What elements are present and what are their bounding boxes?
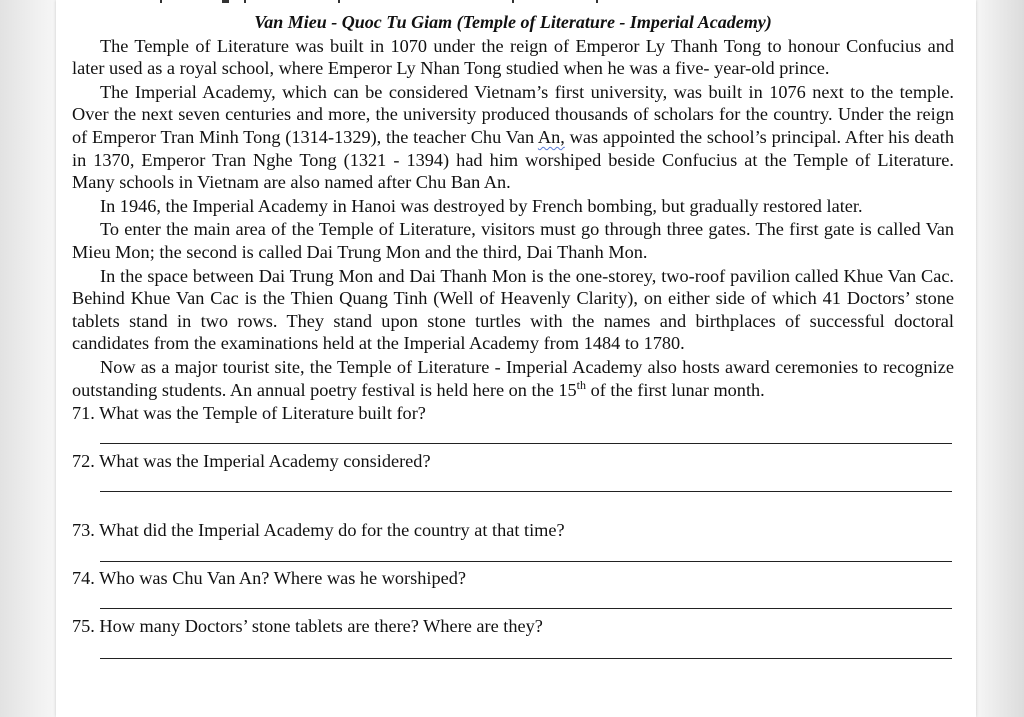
paragraph-tourist-site [72,356,954,401]
academy-text-end: was appointed the school’s principal. After his death in 1370, Emperor Tran Nghe Tong (1321 - 1394) had him worshiped beside Confucius at the Temple of Literature. Many schools in Vietnam are also named after Chu Ban An. [72,126,954,193]
question-75: 75. How many Doctors’ stone tablets are there? Where are they? [72,616,543,637]
answer-line-71[interactable] [100,443,952,444]
paragraph-1946-bombing: In 1946, the Imperial Academy in Hanoi was destroyed by French bombing, but gradually restored later. [100,195,863,216]
answer-line-74[interactable] [100,608,952,609]
viewer-left-margin [0,0,56,717]
festival-text-end: of the first lunar month. [586,379,765,400]
question-72: 72. What was the Imperial Academy considered? [72,450,431,471]
document-title: Van Mieu - Quoc Tu Giam (Temple of Literature - Imperial Academy) [254,12,772,32]
paragraph-temple-built: The Temple of Literature was built in 1070 under the reign of Emperor Ly Thanh Tong to honour Confucius and later used as a royal school, where Emperor Ly Nhan Tong studied when he was a five- year-old prince. [72,35,954,79]
document-page [56,0,976,717]
question-74: 74. Who was Chu Van An? Where was he worshiped? [72,567,466,588]
answer-line-72[interactable] [100,491,952,492]
answer-line-73[interactable] [100,561,952,562]
question-73: 73. What did the Imperial Academy do for the country at that time? [72,520,565,541]
document-body [72,11,954,659]
paragraph-imperial-academy [72,81,954,194]
paragraph-three-gates: To enter the main area of the Temple of Literature, visitors must go through three gates. The first gate is called Van Mieu Mon; the second is called Dai Trung Mon and the third, Dai Thanh Mon. [72,219,954,262]
answer-line-75[interactable] [100,658,952,659]
superscript-th: th [576,377,587,392]
question-71: 71. What was the Temple of Literature built for? [72,403,426,424]
festival-text-start: Now as a major tourist site, the Temple of Literature - Imperial Academy also hosts award ceremonies to recognize outstanding students. An annual poetry festival is held here on the 15 [72,356,954,400]
cut-off-previous-line [56,0,976,4]
academy-text-start: The Imperial Academy, which can be considered Vietnam’s first university, was built in 1076 next to the temple. Over the next seven centuries and more, the university produced thousands of scholars for the country. Under the reign of Emperor Tran Minh Tong (1314-1329), the teacher Chu Van [72,81,954,147]
paragraph-khue-van-cac: In the space between Dai Trung Mon and Dai Thanh Mon is the one-storey, two-roof pavilion called Khue Van Cac. Behind Khue Van Cac is the Thien Quang Tinh (Well of Heavenly Clarity), on either side of which 41 Doctors’ stone tablets stand in two rows. They stand upon stone turtles with the names and birthplaces of successful doctoral candidates from the examinations held at the Imperial Academy from 1484 to 1780. [72,265,954,354]
spellcheck-marked-word: An, [537,126,565,147]
viewer-right-margin [976,0,1024,717]
